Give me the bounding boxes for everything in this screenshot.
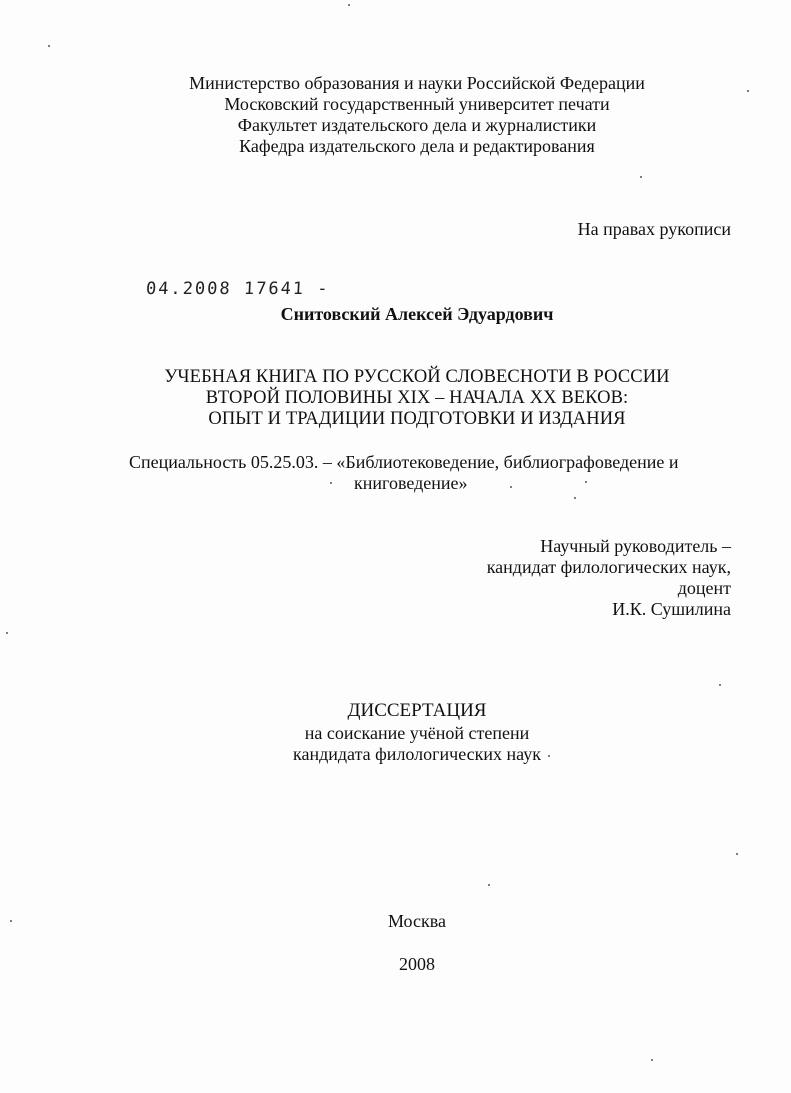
scan-speck [736,853,738,855]
specialty-line-2: книговедение» [354,473,468,493]
scan-speck [6,632,8,634]
city: Москва [388,911,446,931]
degree-name-line: кандидата филологических наук [293,744,541,764]
supervisor-role: Научный руководитель – [540,536,731,556]
dissertation-title-line-2: ВТОРОЙ ПОЛОВИНЫ XIX – НАЧАЛА XX ВЕКОВ: [205,388,629,408]
year: 2008 [399,954,435,974]
scan-speck [548,755,550,757]
dissertation-title-line-3: ОПЫТ И ТРАДИЦИИ ПОДГОТОВКИ И ИЗДАНИЯ [208,409,626,429]
scan-speck [574,497,576,499]
specialty-line-1: Специальность 05.25.03. – «Библиотековедение, библиографоведение и [129,452,679,472]
rights-note: На правах рукописи [577,219,731,239]
scan-speck [348,4,350,6]
university-line: Московский государственный университет печати [224,94,610,114]
department-line: Кафедра издательского дела и редактирования [239,136,595,156]
dissertation-heading: ДИССЕРТАЦИЯ [347,700,487,721]
scan-speck [330,482,332,484]
library-stamp-number: 04.2008 17641 - [145,279,331,299]
scan-speck [585,481,587,483]
author-name: Снитовский Алексей Эдуардович [280,304,554,324]
scan-speck [510,486,512,488]
scan-speck [48,45,50,47]
scan-speck [640,176,642,178]
scan-speck [651,1059,653,1061]
degree-purpose-line: на соискание учёной степени [304,723,530,743]
scan-speck [10,920,12,922]
faculty-line: Факультет издательского дела и журналистики [237,115,597,135]
scan-speck [719,684,721,686]
supervisor-name: И.К. Сушилина [612,599,731,619]
scan-speck [747,90,749,92]
supervisor-degree: кандидат филологических наук, [486,557,731,577]
scan-speck [488,884,490,886]
dissertation-title-line-1: УЧЕБНАЯ КНИГА ПО РУССКОЙ СЛОВЕСНОТИ В РОССИИ [164,367,670,387]
supervisor-rank: доцент [677,578,731,598]
ministry-line: Министерство образования и науки Российской Федерации [189,73,645,93]
